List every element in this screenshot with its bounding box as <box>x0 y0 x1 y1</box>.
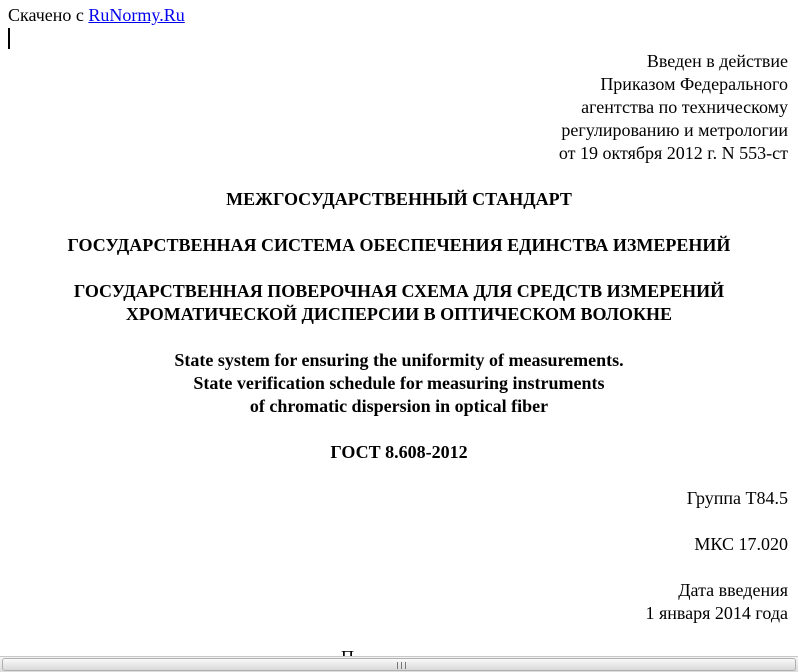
enactment-line: Приказом Федерального <box>600 74 788 94</box>
enactment-block <box>559 50 788 165</box>
scrollbar-thumb[interactable] <box>2 658 796 671</box>
mks-line: МКС 17.020 <box>694 534 788 554</box>
schema-title-heading <box>0 280 798 326</box>
english-title-line: State verification schedule for measuring instruments <box>193 373 605 393</box>
system-title-heading <box>0 234 798 257</box>
grip-icon <box>397 662 407 669</box>
english-title-line: State system for ensuring the uniformity of measurements. <box>174 350 624 370</box>
gost-number-text: ГОСТ 8.608-2012 <box>330 442 468 462</box>
schema-title-line: ГОСУДАРСТВЕННАЯ ПОВЕРОЧНАЯ СХЕМА ДЛЯ СРЕДСТВ ИЗМЕРЕНИЙ <box>73 281 725 301</box>
text-cursor <box>8 28 10 49</box>
enactment-line: регулированию и метрологии <box>561 120 788 140</box>
standard-type-heading <box>0 188 798 211</box>
enactment-line: агентства по техническому <box>581 97 788 117</box>
system-title-text: ГОСУДАРСТВЕННАЯ СИСТЕМА ОБЕСПЕЧЕНИЯ ЕДИНСТВА ИЗМЕРЕНИЙ <box>67 235 731 255</box>
source-line <box>8 5 185 26</box>
intro-date-value: 1 января 2014 года <box>645 603 788 623</box>
gost-number-heading <box>0 441 798 464</box>
intro-date-label: Дата введения <box>678 580 788 600</box>
source-link[interactable]: RuNormy.Ru <box>88 5 185 25</box>
horizontal-scrollbar[interactable] <box>0 656 798 672</box>
english-title-heading <box>0 349 798 418</box>
schema-title-line: ХРОМАТИЧЕСКОЙ ДИСПЕРСИИ В ОПТИЧЕСКОМ ВОЛОКНЕ <box>125 304 673 324</box>
english-title-line: of chromatic dispersion in optical fiber <box>249 396 549 416</box>
group-line: Группа Т84.5 <box>686 488 788 508</box>
enactment-line: от 19 октября 2012 г. N 553-ст <box>558 143 788 163</box>
standard-type-text: МЕЖГОСУДАРСТВЕННЫЙ СТАНДАРТ <box>226 189 572 209</box>
enactment-line: Введен в действие <box>646 51 788 71</box>
source-prefix: Скачено с <box>8 5 84 25</box>
